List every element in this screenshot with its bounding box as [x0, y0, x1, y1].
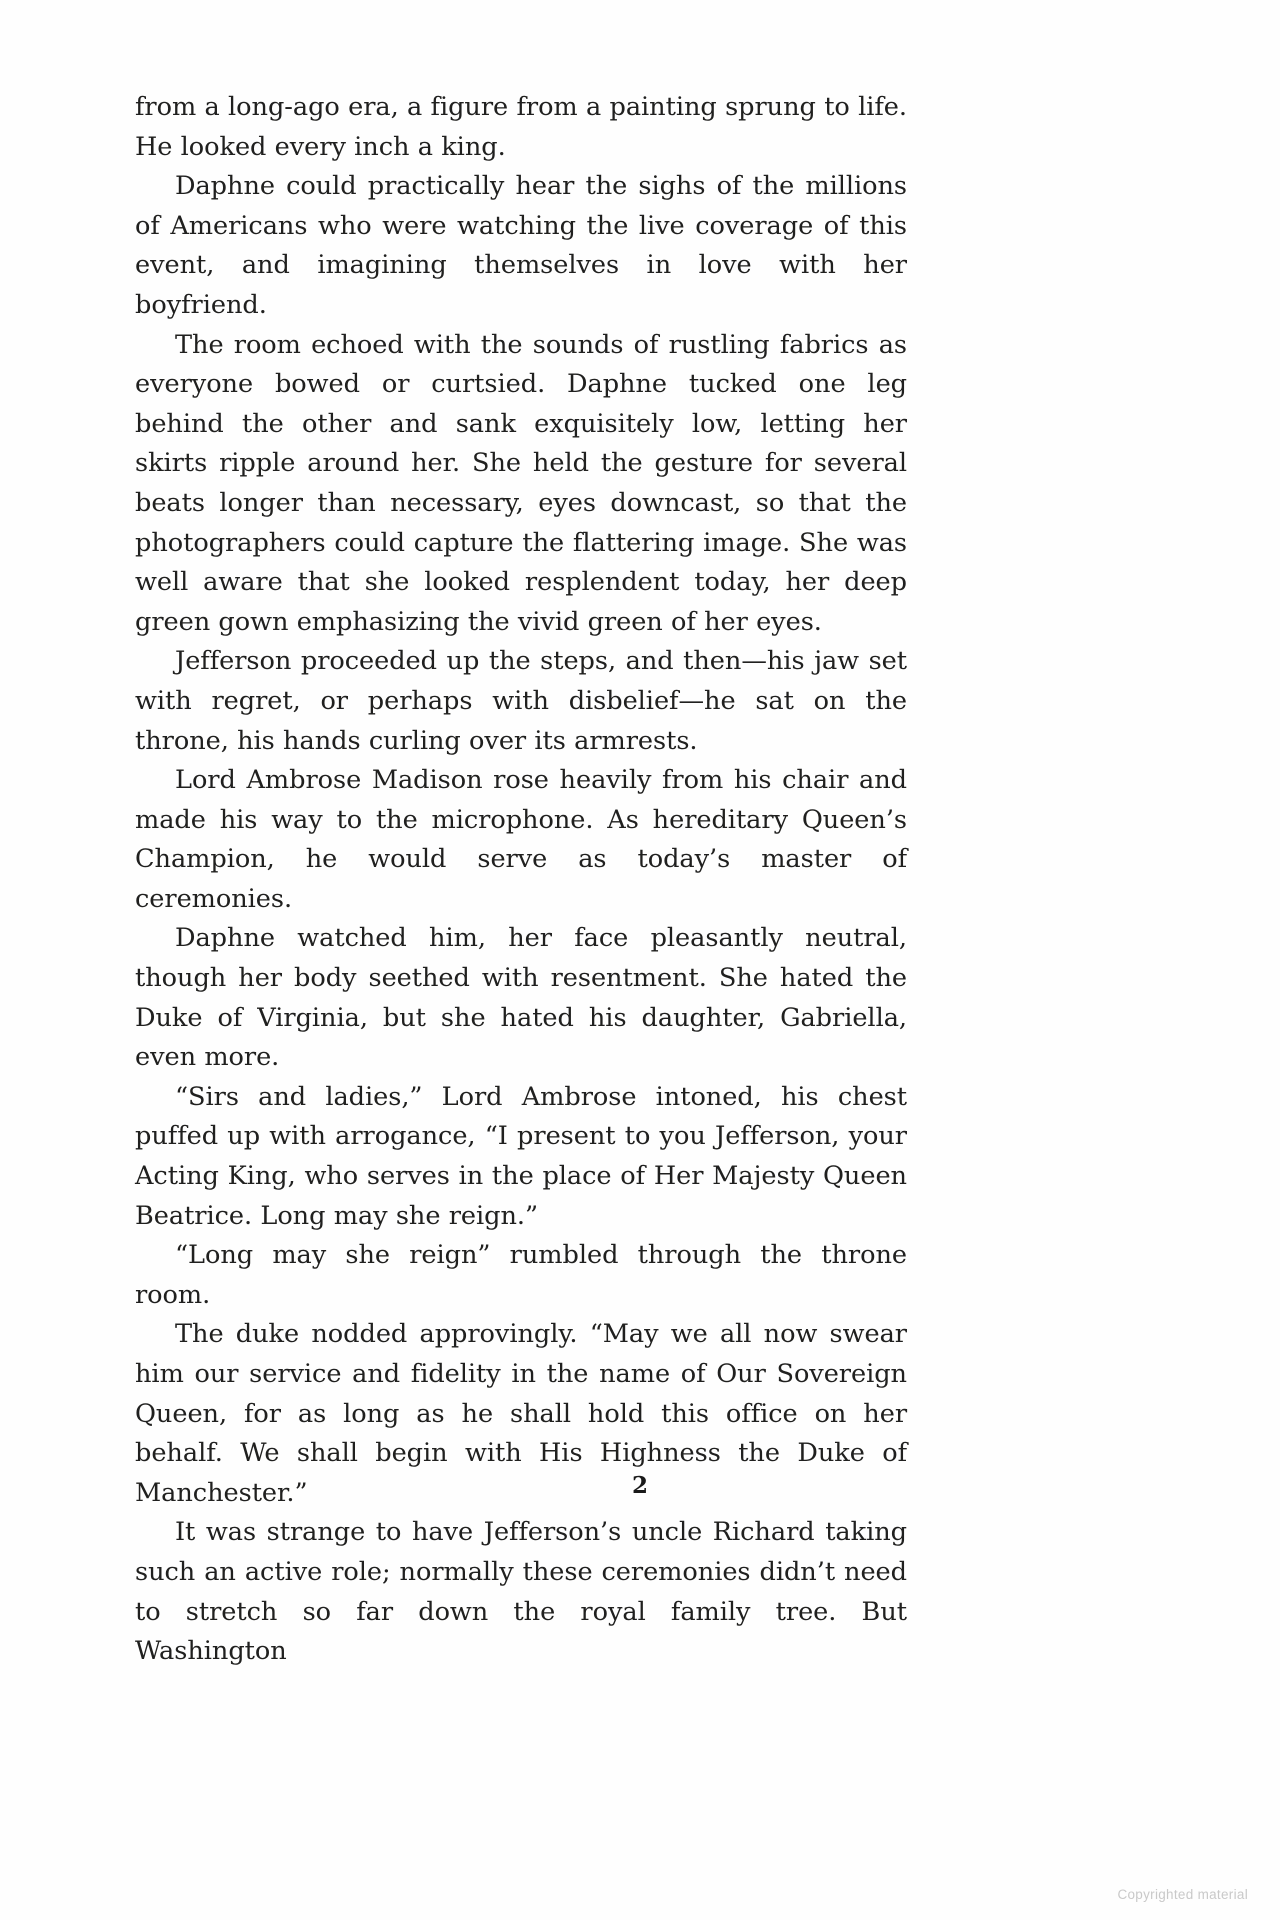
paragraph-1: from a long-ago era, a figure from a painting sprung to life. He looked every inch a king.	[135, 92, 907, 162]
paragraph-8: “Long may she reign” rumbled through the throne room.	[135, 1240, 907, 1310]
copyright-notice: Copyrighted material	[1117, 1887, 1248, 1902]
body-text-column	[135, 88, 907, 1672]
paragraph-10: It was strange to have Jefferson’s uncle Richard taking such an active role; normally these ceremonies didn’t need to stretch so far down the royal family tree. But Washington	[135, 1517, 907, 1667]
paragraph-3: The room echoed with the sounds of rustling fabrics as everyone bowed or curtsied. Daphne tucked one leg behind the other and sank exquisitely low, letting her skirts ripple around her. She held the gesture for several beats longer than necessary, eyes downcast, so that the photographers could capture the flattering image. She was well aware that she looked resplendent today, her deep green gown emphasizing the vivid green of her eyes.	[135, 329, 907, 637]
paragraph-7: “Sirs and ladies,” Lord Ambrose intoned, his chest puffed up with arrogance, “I present to you Jefferson, your Acting King, who serves in the place of Her Majesty Queen Beatrice. Long may she reign.”	[135, 1081, 907, 1231]
paragraph-5: Lord Ambrose Madison rose heavily from his chair and made his way to the microphone. As hereditary Queen’s Champion, he would serve as today’s master of ceremonies.	[135, 765, 907, 914]
paragraph-2: Daphne could practically hear the sighs of the millions of Americans who were watching the live coverage of this event, and imagining themselves in love with her boyfriend.	[135, 171, 907, 320]
page-number: 2	[631, 1472, 648, 1499]
paragraph-4: Jefferson proceeded up the steps, and then—his jaw set with regret, or perhaps with disbelief—he sat on the throne, his hands curling over its armrests.	[135, 646, 907, 756]
paragraph-6: Daphne watched him, her face pleasantly neutral, though her body seethed with resentment. She hated the Duke of Virginia, but she hated his daughter, Gabriella, even more.	[135, 923, 907, 1073]
paragraph-9: The duke nodded approvingly. “May we all now swear him our service and fidelity in the name of Our Sovereign Queen, for as long as he shall hold this office on her behalf. We shall begin with His Highness the Duke of Manchester.”	[135, 1319, 907, 1508]
